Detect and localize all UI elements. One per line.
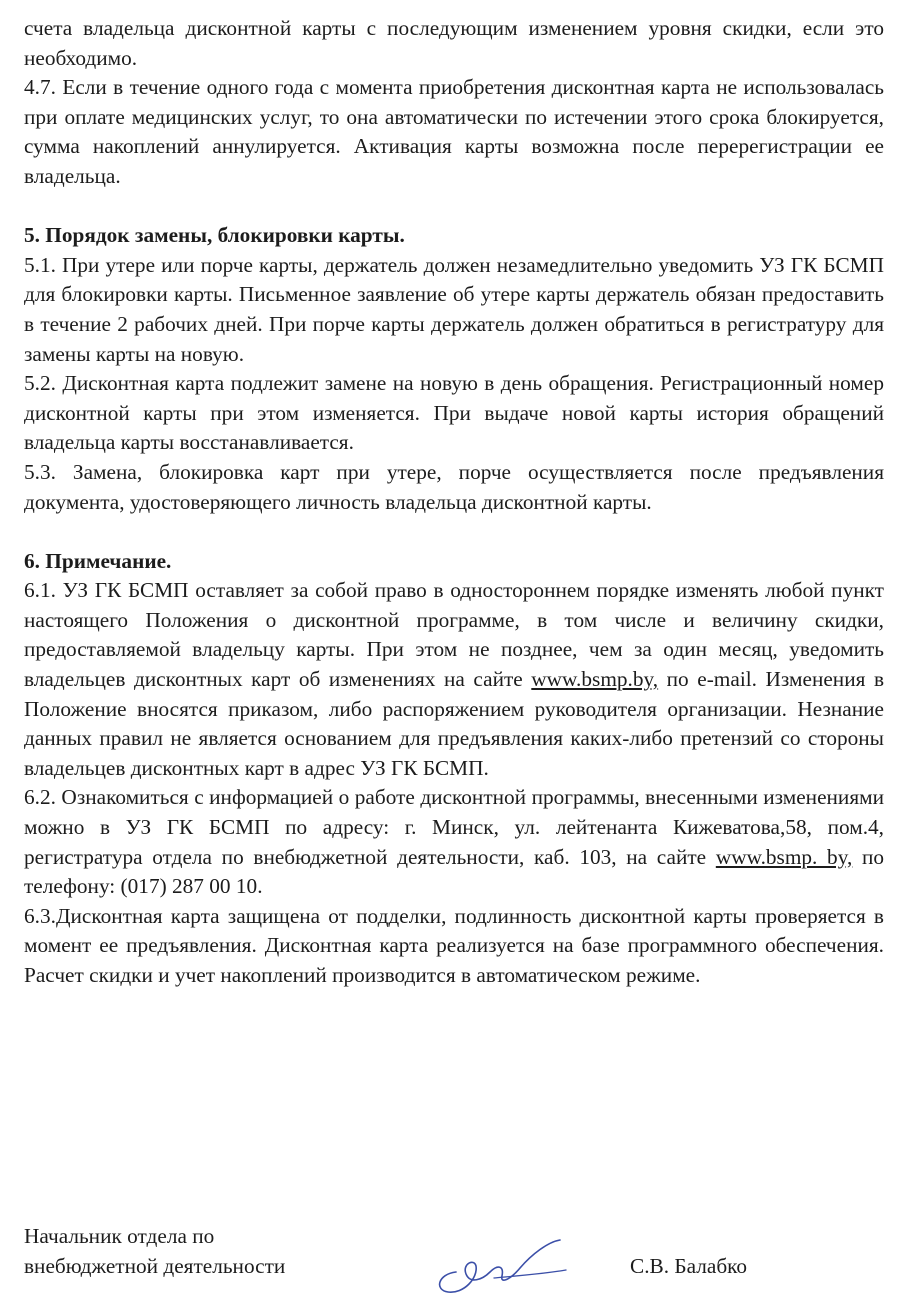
handwritten-signature [416, 1230, 576, 1300]
paragraph-5-1: 5.1. При утере или порче карты, держатель должен незамедлительно уведомить УЗ ГК БСМП для блокировки карты. Письменное заявление об утере карты держатель обязан предоставить в течение 2 рабочих дней. При порче карты держатель должен обратиться в регистратуру для замены карты на новую. [24, 252, 884, 366]
signature-block [24, 1222, 884, 1282]
signer-name: С.В. Балабко [630, 1253, 748, 1278]
paragraph-continuation: счета владельца дисконтной карты с последующим изменением уровня скидки, если это необходимо. [24, 16, 884, 70]
paragraph-5-3: 5.3. Замена, блокировка карт при утере, порче осуществляется после предъявления документа, удостоверяющего личность владельца дисконтной карты. [24, 459, 884, 514]
spacer [24, 192, 884, 222]
section-5-heading: 5. Порядок замены, блокировки карты. [24, 223, 405, 248]
signer-title [24, 1222, 285, 1281]
spacer [24, 517, 884, 547]
paragraph-6-1-text-b: по e-mail. Изменения в Положение вносятся приказом, либо распоряжением руководителя организации. Незнание данных правил не является основанием для предъявления каких-либо претензий со стороны владельцев дисконтных карт в адрес УЗ ГК БСМП. [24, 667, 885, 780]
signer-title-line-2: внебюджетной деятельности [24, 1253, 286, 1278]
paragraph-5-2: 5.2. Дисконтная карта подлежит замене на новую в день обращения. Регистрационный номер дисконтной карты при этом изменяется. При выдаче новой карты история обращений владельца карты восстанавливается. [24, 371, 884, 455]
paragraph-4-7: 4.7. Если в течение одного года с момента приобретения дисконтная карта не использовалась при оплате медицинских услуг, то она автоматически по истечении этого срока блокируется, сумма накоплений аннулируется. Активация карты возможна после перерегистрации ее владельца. [24, 75, 884, 188]
paragraph-6-2-text-a: 6.2. Ознакомиться с информацией о работе дисконтной программы, внесенными изменениями можно в УЗ ГК БСМП по адресу: г. Минск, ул. лейтенанта Кижеватова,58, пом.4, регистратура отдела по внебюджетной деятельности, каб. 103, на сайте [24, 785, 884, 869]
document-page [24, 14, 884, 991]
paragraph-6-1 [24, 576, 884, 783]
section-6-heading: 6. Примечание. [24, 548, 172, 573]
website-link[interactable]: www.bsmp.by, [531, 667, 659, 692]
paragraph-6-3: 6.3.Дисконтная карта защищена от подделки, подлинность дисконтной карты проверяется в момент ее предъявления. Дисконтная карта реализуется на базе программного обеспечения. Расчет скидки и учет накоплений производится в автоматическом режиме. [24, 903, 884, 987]
paragraph-6-1-text-a: 6.1. УЗ ГК БСМП оставляет за собой право в одностороннем порядке изменять любой пункт настоящего Положения о дисконтной программе, в том числе и величину скидки, предоставляемой владельцу карты. При этом не позднее, чем за один месяц, уведомить владельцев дисконтных карт об изменениях на сайте [24, 578, 884, 692]
signer-title-line-1: Начальник отдела по [24, 1224, 215, 1248]
paragraph-6-2 [24, 783, 884, 901]
website-link-2[interactable]: www.bsmp. by, [715, 844, 853, 869]
paragraph-6-2-text-b: по телефону: (017) 287 00 10. [24, 844, 885, 899]
